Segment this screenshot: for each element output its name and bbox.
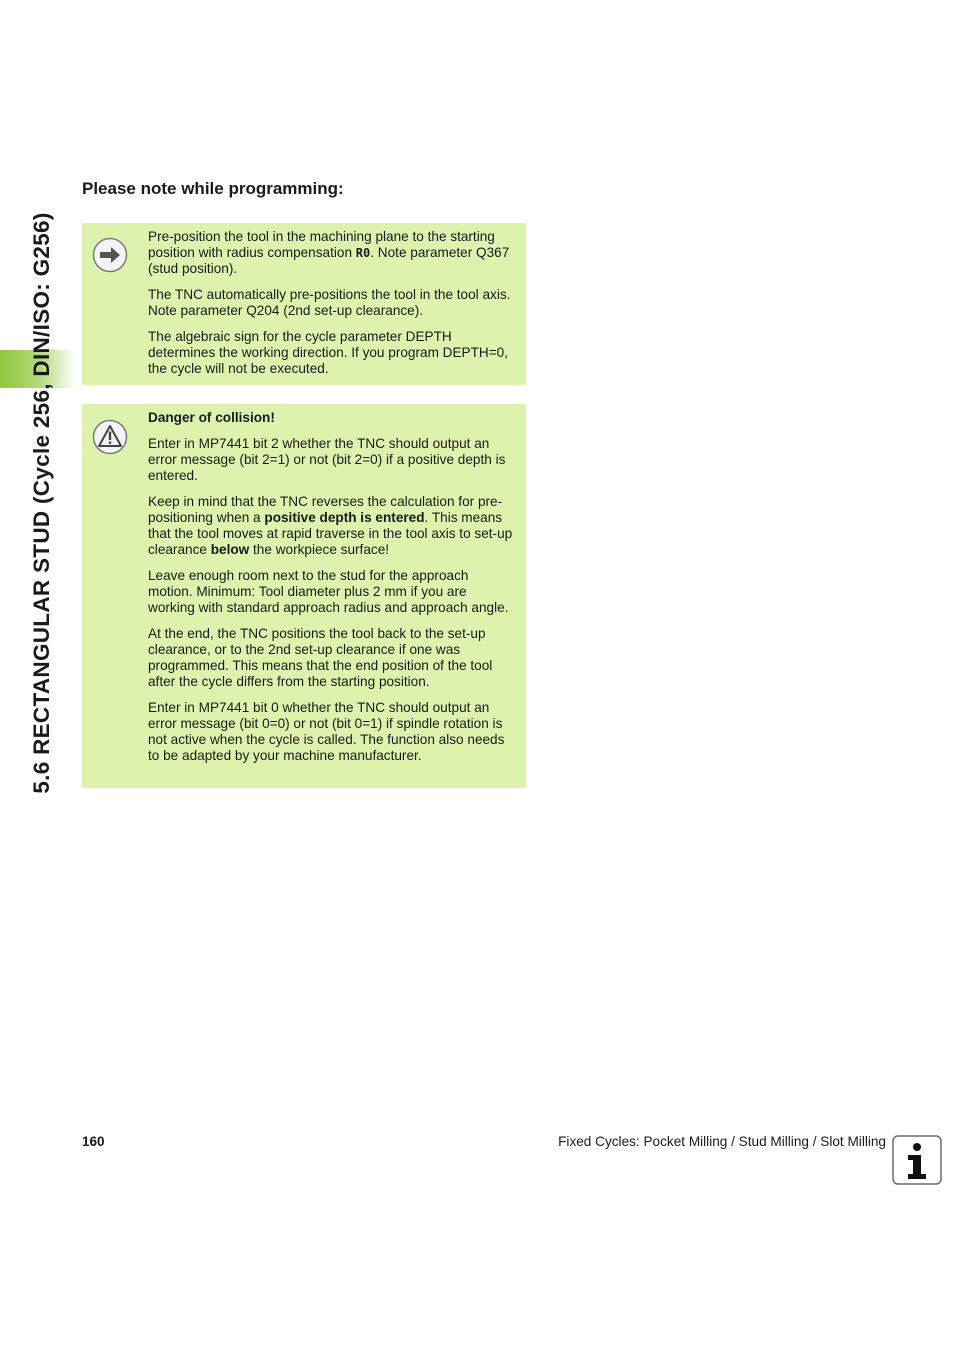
note-paragraph-2: The TNC automatically pre-positions the tool in the tool axis. Note parameter Q204 (2nd set-up clearance). xyxy=(148,287,511,318)
note-box xyxy=(82,223,526,385)
page-number: 160 xyxy=(82,1134,105,1149)
footer-chapter-title: Fixed Cycles: Pocket Milling / Stud Milling / Slot Milling xyxy=(558,1134,886,1149)
note-paragraph-3: The algebraic sign for the cycle parameter DEPTH determines the working direction. If you program DEPTH=0, the cycle will not be executed. xyxy=(148,329,509,376)
section-heading: Please note while programming: xyxy=(82,179,344,198)
warning-triangle-icon xyxy=(92,419,128,455)
warning-paragraph-4: At the end, the TNC positions the tool back to the set-up clearance, or to the 2nd set-up clearance if one was programmed. This means that the end position of the tool after the cycle differs from the starting position. xyxy=(148,626,493,689)
warning-paragraph-1: Enter in MP7441 bit 2 whether the TNC should output an error message (bit 2=1) or not (bit 2=0) if a positive depth is entered. xyxy=(148,436,506,483)
arrow-right-icon xyxy=(92,237,128,273)
info-icon[interactable] xyxy=(892,1135,942,1185)
warning-paragraph-3: Leave enough room next to the stud for the approach motion. Minimum: Tool diameter plus 2 mm if you are working with standard approach radius and approach angle. xyxy=(148,568,509,615)
code-r0: R0 xyxy=(355,246,371,260)
warning-paragraph-5: Enter in MP7441 bit 0 whether the TNC should output an error message (bit 0=0) or not (bit 0=1) if spindle rotation is not active when the cycle is called. The function also needs to be adapted by your machine manufacturer. xyxy=(148,700,505,763)
chapter-side-title: 5.6 RECTANGULAR STUD (Cycle 256, DIN/ISO: G256) xyxy=(29,212,54,794)
warning-title: Danger of collision! xyxy=(148,410,275,425)
note-paragraph-1: Pre-position the tool in the machining plane to the starting position with radius compensation R0. Note parameter Q367 (stud position). xyxy=(148,229,510,276)
warning-box xyxy=(82,404,526,788)
warning-paragraph-2: Keep in mind that the TNC reverses the calculation for pre-positioning when a positive depth is entered. This means that the tool moves at rapid traverse in the tool axis to set-up clearance below the workpiece surface! xyxy=(148,494,513,557)
